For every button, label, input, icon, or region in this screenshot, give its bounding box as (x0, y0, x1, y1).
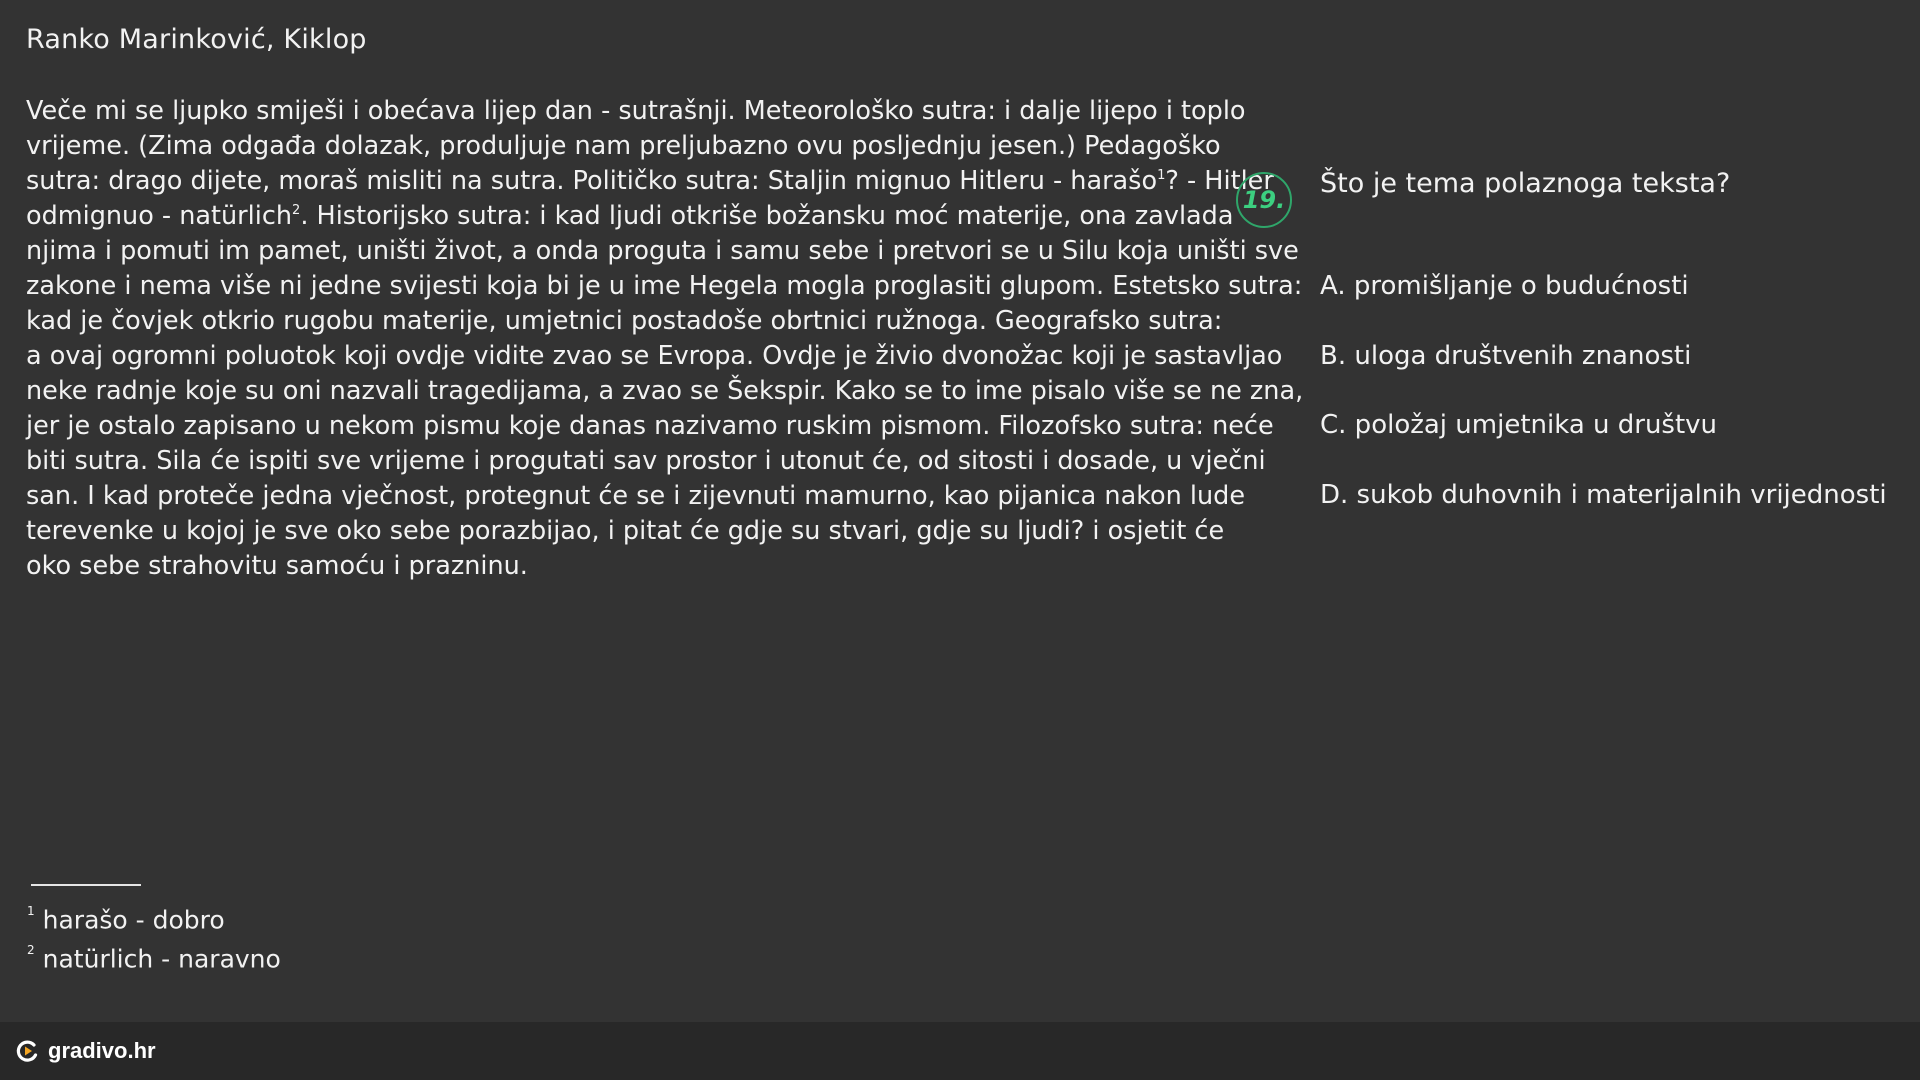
passage-line: kad je čovjek otkrio rugobu materije, umjetnici postadoše obrtnici ružnoga. Geografsko sutra: (26, 306, 1223, 336)
passage-line: a ovaj ogromni poluotok koji ovdje vidite zvao se Evropa. Ovdje je živio dvonožac koji je sastavljao (26, 341, 1283, 371)
answer-option-b[interactable]: B. uloga društvenih znanosti (1320, 340, 1692, 371)
passage-line: njima i pomuti im pamet, uništi život, a onda proguta i samu sebe i pretvori se u Silu koja uništi sve (26, 236, 1299, 266)
footer-bar (0, 1022, 1920, 1080)
source-title: Ranko Marinković, Kiklop (26, 24, 367, 55)
question-text: Što je tema polaznoga teksta? (1320, 168, 1731, 199)
passage-line-text: . Historijsko sutra: i kad ljudi otkriše božansku moć materije, ona zavlada (300, 201, 1234, 231)
passage-line: terevenke u kojoj je sve oko sebe porazbijao, i pitat će gdje su stvari, gdje su ljudi? i osjetit će (26, 516, 1225, 546)
passage-line: vrijeme. (Zima odgađa dolazak, produljuje nam preljubazno ovu posljednju jesen.) Pedagoško (26, 131, 1221, 161)
footnotes (27, 898, 281, 977)
passage-line: biti sutra. Sila će ispiti sve vrijeme i progutati sav prostor i utonut će, od sitosti i dosade, u vječni (26, 446, 1266, 476)
answer-option-d[interactable]: D. sukob duhovnih i materijalnih vrijednosti (1320, 479, 1887, 510)
footnote-item (27, 898, 281, 937)
gradivo-logo-icon (14, 1038, 40, 1064)
brand-link[interactable] (14, 1038, 156, 1064)
footnote-number: 2 (27, 943, 35, 958)
passage-line: Veče mi se ljupko smiješi i obećava lijep dan - sutrašnji. Meteorološko sutra: i dalje lijepo i toplo (26, 96, 1246, 126)
passage-line-text: ? - Hitler (1165, 166, 1274, 196)
question-number-badge: 19. (1236, 172, 1292, 228)
passage-line-text: sutra: drago dijete, moraš misliti na sutra. Političko sutra: Staljin mignuo Hitleru - harašo (26, 166, 1158, 196)
footnote-item (27, 937, 281, 976)
footnote-marker-1: 1 (1157, 167, 1166, 183)
answer-option-c[interactable]: C. položaj umjetnika u društvu (1320, 410, 1718, 440)
footnote-divider (31, 884, 141, 886)
brand-name: gradivo.hr (48, 1038, 156, 1063)
passage-line: oko sebe strahovitu samoću i prazninu. (26, 551, 528, 581)
footnote-marker-2: 2 (292, 202, 301, 218)
passage-line: san. I kad proteče jedna vječnost, protegnut će se i zijevnuti mamurno, kao pijanica nakon lude (26, 481, 1246, 511)
answer-options (1320, 271, 1887, 549)
passage-line: neke radnje koje su oni nazvali tragedijama, a zvao se Šekspir. Kako se to ime pisalo više se ne zna, (26, 376, 1304, 406)
footnote-number: 1 (27, 904, 35, 918)
footnote-text: natürlich - naravno (42, 944, 281, 974)
passage-line: zakone i nema više ni jedne svijesti koja bi je u ime Hegela mogla proglasiti glupom. Estetsko sutra: (26, 271, 1303, 301)
answer-option-a[interactable]: A. promišljanje o budućnosti (1320, 271, 1689, 301)
passage-line: jer je ostalo zapisano u nekom pismu koje danas nazivamo ruskim pismom. Filozofsko sutra: neće (26, 411, 1274, 441)
passage-line-text: odmignuo - natürlich (26, 201, 293, 231)
passage-line (26, 199, 1234, 234)
footnote-text: harašo - dobro (42, 905, 225, 935)
passage-line (26, 164, 1274, 199)
